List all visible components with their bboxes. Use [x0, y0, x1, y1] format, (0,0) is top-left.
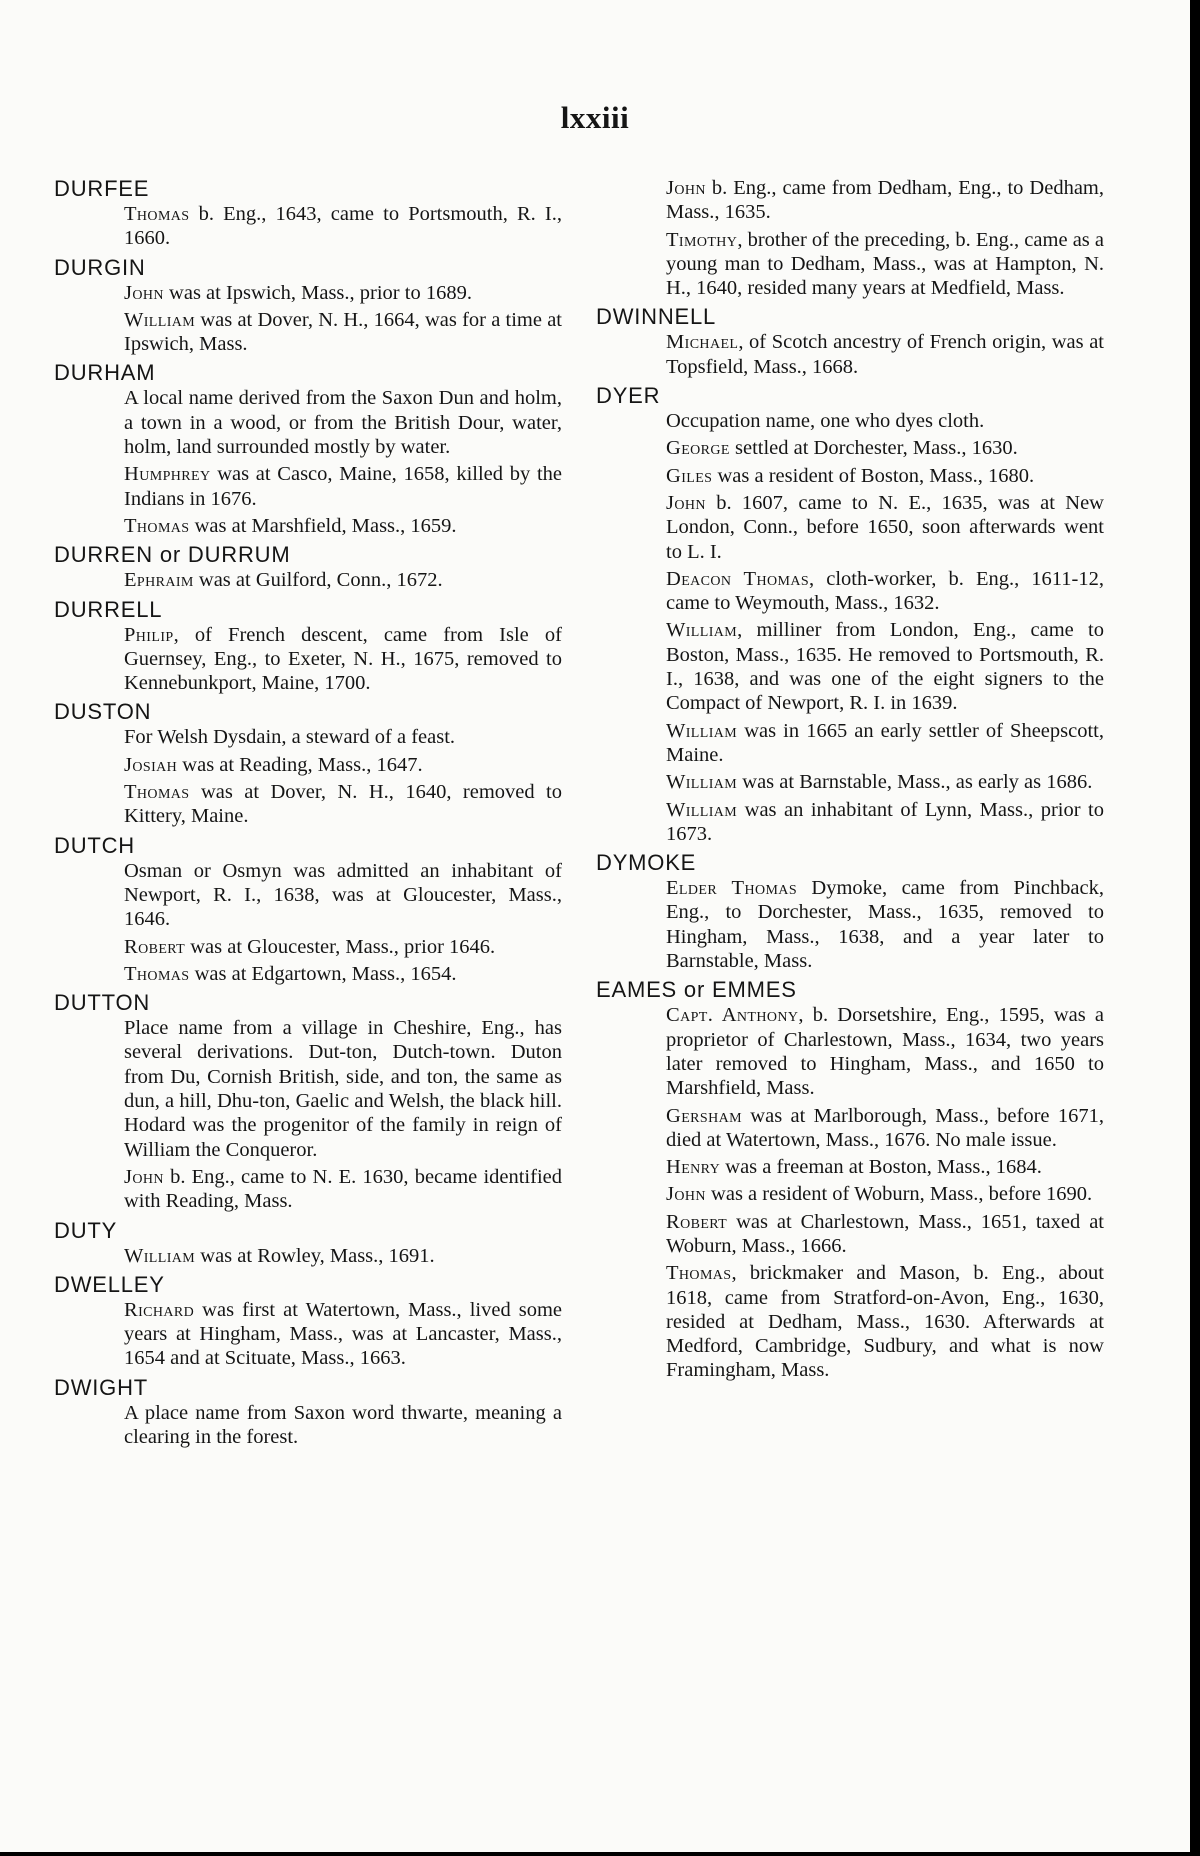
- surname-block: [54, 597, 562, 696]
- entry-list: [666, 409, 1104, 846]
- entry-list: [666, 330, 1104, 379]
- given-name: Thomas: [124, 781, 190, 804]
- entry-paragraph: [124, 859, 562, 932]
- surname-heading: DURRELL: [54, 596, 163, 622]
- surname-block: [54, 176, 562, 251]
- entry-paragraph: [666, 464, 1104, 488]
- given-name: William: [666, 771, 738, 794]
- entry-text: was at Dover, N. H., 1664, was for a time at Ipswich, Mass.: [124, 308, 562, 356]
- entry-text: settled at Dorchester, Mass., 1630.: [729, 437, 1018, 460]
- given-name: Michael: [666, 331, 739, 354]
- etymology-text: Place name from a village in Cheshire, Eng., has several derivations. Dut-ton, Dutch-town. Duton from Du, Cornish British, side, and ton, the same as dun, a hill, Dhu-ton, Gaelic and Welsh, the black hill. Hodard was the progenitor of the family in reign of William the Conqueror.: [124, 1017, 562, 1161]
- entry-list: [666, 1003, 1104, 1382]
- entry-paragraph: [124, 780, 562, 829]
- entry-text: b. 1607, came to N. E., 1635, was at New London, Conn., before 1650, soon afterwards went to L. I.: [666, 491, 1104, 563]
- entry-text: , b. Dorsetshire, Eng., 1595, was a proprietor of Charlestown, Mass., 1634, two years later removed to Hingham, Mass., and 1650 to Marshfield, Mass.: [666, 1004, 1104, 1100]
- surname-heading: DUTY: [54, 1217, 118, 1243]
- entry-paragraph: [666, 436, 1104, 460]
- given-name: William: [666, 619, 738, 642]
- entry-paragraph: [124, 1244, 562, 1268]
- entry-text: was at Charlestown, Mass., 1651, taxed at Woburn, Mass., 1666.: [666, 1210, 1104, 1257]
- entry-paragraph: [124, 386, 562, 459]
- given-name: George: [666, 437, 730, 460]
- surname-block: [54, 990, 562, 1213]
- page-number: lxxiii: [560, 100, 630, 135]
- entry-text: was at Gloucester, Mass., prior 1646.: [185, 935, 496, 958]
- surname-block: [596, 304, 1104, 379]
- surname-block: [596, 176, 1104, 300]
- entry-paragraph: [666, 1104, 1104, 1153]
- entry-paragraph: [666, 567, 1104, 616]
- entry-paragraph: [666, 770, 1104, 794]
- surname-heading: DWELLEY: [54, 1271, 165, 1297]
- given-name: Richard: [124, 1298, 195, 1321]
- given-name: Robert: [666, 1210, 728, 1233]
- left-column: [54, 176, 562, 1453]
- given-name: Elder Thomas: [666, 877, 798, 900]
- entry-paragraph: [124, 623, 562, 696]
- surname-block: [54, 360, 562, 538]
- surname-heading: DURFEE: [54, 176, 150, 201]
- entry-text: was at Reading, Mass., 1647.: [177, 753, 423, 776]
- entry-list: [124, 859, 562, 986]
- surname-heading: DURREN or DURRUM: [54, 542, 291, 568]
- etymology-text: Occupation name, one who dyes cloth.: [666, 410, 985, 433]
- entry-list: [124, 386, 562, 538]
- entry-paragraph: [124, 568, 562, 592]
- entry-list: [124, 1401, 562, 1450]
- entry-text: was a resident of Boston, Mass., 1680.: [712, 464, 1035, 487]
- given-name: John: [124, 1165, 164, 1188]
- entry-paragraph: [124, 281, 562, 305]
- surname-heading: DURHAM: [54, 360, 156, 386]
- surname-heading: DYER: [596, 383, 661, 409]
- entry-paragraph: [124, 462, 562, 511]
- entry-text: was at Marshfield, Mass., 1659.: [189, 514, 457, 537]
- entry-paragraph: [124, 514, 562, 538]
- given-name: Henry: [666, 1156, 721, 1179]
- entry-paragraph: [666, 330, 1104, 379]
- given-name: Thomas: [124, 514, 190, 537]
- entry-text: , milliner from London, Eng., came to Boston, Mass., 1635. He removed to Portsmouth, R. I., 1638, and was one of the eight signers to the Compact of Newport, R. I. in 1639.: [666, 619, 1104, 715]
- entry-text: was at Guilford, Conn., 1672.: [193, 569, 443, 592]
- surname-block: [596, 850, 1104, 973]
- etymology-text: A place name from Saxon word thwarte, meaning a clearing in the forest.: [124, 1401, 562, 1448]
- surname-heading: DUSTON: [54, 699, 152, 725]
- given-name: Giles: [666, 464, 713, 487]
- entry-text: was at Edgartown, Mass., 1654.: [189, 962, 457, 985]
- given-name: Josiah: [124, 753, 178, 776]
- surname-heading: DWINNELL: [596, 304, 717, 330]
- surname-heading: DURGIN: [54, 254, 146, 280]
- entry-text: was an inhabitant of Lynn, Mass., prior to 1673.: [666, 798, 1104, 845]
- entry-text: , of French descent, came from Isle of Guernsey, Eng., to Exeter, N. H., 1675, removed to Kennebunkport, Maine, 1700.: [124, 623, 562, 695]
- entry-paragraph: [666, 618, 1104, 715]
- entry-paragraph: [124, 725, 562, 749]
- entry-paragraph: [124, 753, 562, 777]
- entry-paragraph: [666, 876, 1104, 973]
- entry-list: [124, 281, 562, 357]
- etymology-text: For Welsh Dysdain, a steward of a feast.: [124, 726, 456, 749]
- given-name: Timothy: [666, 228, 738, 251]
- entry-list: [666, 176, 1104, 300]
- entry-paragraph: [666, 176, 1104, 225]
- entry-text: , brickmaker and Mason, b. Eng., about 1618, came from Stratford-on-Avon, Eng., 1630, resided at Dedham, Mass., 1630. Afterwards at Medford, Cambridge, Sudbury, and what is now Framingham, Mass.: [666, 1262, 1104, 1382]
- entry-text: was at Casco, Maine, 1658, killed by the Indians in 1676.: [124, 463, 562, 510]
- entry-paragraph: [666, 1155, 1104, 1179]
- entry-paragraph: [666, 409, 1104, 433]
- given-name: Thomas: [666, 1262, 732, 1285]
- surname-block: [54, 1272, 562, 1371]
- surname-block: [54, 699, 562, 828]
- entry-paragraph: [124, 935, 562, 959]
- given-name: Humphrey: [124, 463, 211, 486]
- given-name: William: [124, 1244, 196, 1267]
- entry-list: [124, 1016, 562, 1213]
- etymology-text: A local name derived from the Saxon Dun and holm, a town in a wood, or from the British Dour, water, holm, land surrounded mostly by water.: [124, 387, 562, 459]
- entry-text: was a resident of Woburn, Mass., before 1690.: [705, 1183, 1093, 1206]
- entry-text: was at Rowley, Mass., 1691.: [195, 1244, 435, 1267]
- given-name: John: [124, 281, 164, 304]
- right-column: [596, 176, 1104, 1387]
- entry-text: was at Marlborough, Mass., before 1671, died at Watertown, Mass., 1676. No male issue.: [666, 1104, 1104, 1151]
- given-name: Ephraim: [124, 569, 194, 592]
- entry-text: was at Dover, N. H., 1640, removed to Kittery, Maine.: [124, 781, 562, 828]
- entry-paragraph: [666, 1003, 1104, 1100]
- entry-list: [124, 568, 562, 592]
- entry-list: [124, 1298, 562, 1371]
- given-name: Thomas: [124, 962, 190, 985]
- entry-paragraph: [124, 1298, 562, 1371]
- given-name: Robert: [124, 935, 186, 958]
- entry-paragraph: [124, 1016, 562, 1162]
- entry-paragraph: [666, 1182, 1104, 1206]
- surname-block: [54, 1218, 562, 1268]
- entry-text: was at Barnstable, Mass., as early as 1686.: [737, 771, 1093, 794]
- entry-list: [124, 623, 562, 696]
- given-name: William: [666, 719, 738, 742]
- entry-paragraph: [124, 1165, 562, 1214]
- given-name: Philip: [124, 623, 174, 646]
- entry-paragraph: [124, 1401, 562, 1450]
- entry-text: , cloth-worker, b. Eng., 1611-12, came to Weymouth, Mass., 1632.: [666, 567, 1104, 615]
- entry-list: [124, 1244, 562, 1268]
- surname-block: [54, 542, 562, 592]
- surname-heading: DUTTON: [54, 990, 151, 1016]
- surname-heading: DWIGHT: [54, 1374, 149, 1400]
- entry-list: [124, 725, 562, 828]
- entry-list: [666, 876, 1104, 973]
- entry-paragraph: [666, 798, 1104, 847]
- entry-text: , of Scotch ancestry of French origin, was at Topsfield, Mass., 1668.: [666, 331, 1104, 378]
- entry-text: b. Eng., came to N. E. 1630, became identified with Reading, Mass.: [124, 1165, 562, 1213]
- given-name: William: [666, 798, 738, 821]
- given-name: John: [666, 491, 706, 514]
- given-name: Deacon Thomas: [666, 567, 810, 590]
- entry-text: was in 1665 an early settler of Sheepscott, Maine.: [666, 719, 1104, 766]
- surname-heading: DUTCH: [54, 832, 135, 858]
- entry-text: b. Eng., 1643, came to Portsmouth, R. I., 1660.: [124, 203, 562, 250]
- entry-text: was at Ipswich, Mass., prior to 1689.: [163, 281, 472, 304]
- entry-paragraph: [666, 491, 1104, 564]
- entry-text: was first at Watertown, Mass., lived some years at Hingham, Mass., was at Lancaster, Mass., 1654 and at Scituate, Mass., 1663.: [124, 1298, 562, 1370]
- surname-block: [54, 255, 562, 357]
- entry-paragraph: [124, 308, 562, 357]
- surname-heading: EAMES or EMMES: [596, 977, 797, 1003]
- entry-list: [124, 202, 562, 251]
- given-name: Capt. Anthony: [666, 1004, 799, 1027]
- entry-paragraph: [666, 1261, 1104, 1382]
- given-name: Thomas: [124, 203, 190, 225]
- entry-paragraph: [666, 1210, 1104, 1259]
- entry-text: b. Eng., came from Dedham, Eng., to Dedham, Mass., 1635.: [666, 177, 1104, 224]
- surname-heading: DYMOKE: [596, 850, 697, 876]
- given-name: William: [124, 308, 196, 331]
- given-name: John: [666, 177, 706, 199]
- entry-paragraph: [124, 962, 562, 986]
- surname-block: [54, 833, 562, 986]
- given-name: Gersham: [666, 1104, 742, 1127]
- surname-block: [54, 1375, 562, 1450]
- surname-block: [596, 383, 1104, 846]
- entry-text: was a freeman at Boston, Mass., 1684.: [720, 1156, 1042, 1179]
- etymology-text: Osman or Osmyn was admitted an inhabitant of Newport, R. I., 1638, was at Gloucester, Mass., 1646.: [124, 859, 562, 931]
- entry-text: , brother of the preceding, b. Eng., came as a young man to Dedham, Mass., was at Hampton, N. H., 1640, resided many years at Medfield, Mass.: [666, 228, 1104, 300]
- entry-text: Dymoke, came from Pinchback, Eng., to Dorchester, Mass., 1635, removed to Hingham, Mass., 1638, and a year later to Barnstable, Mass.: [666, 877, 1104, 973]
- surname-block: [596, 977, 1104, 1382]
- given-name: John: [666, 1183, 706, 1206]
- entry-paragraph: [666, 719, 1104, 768]
- entry-paragraph: [666, 228, 1104, 301]
- entry-paragraph: [124, 202, 562, 251]
